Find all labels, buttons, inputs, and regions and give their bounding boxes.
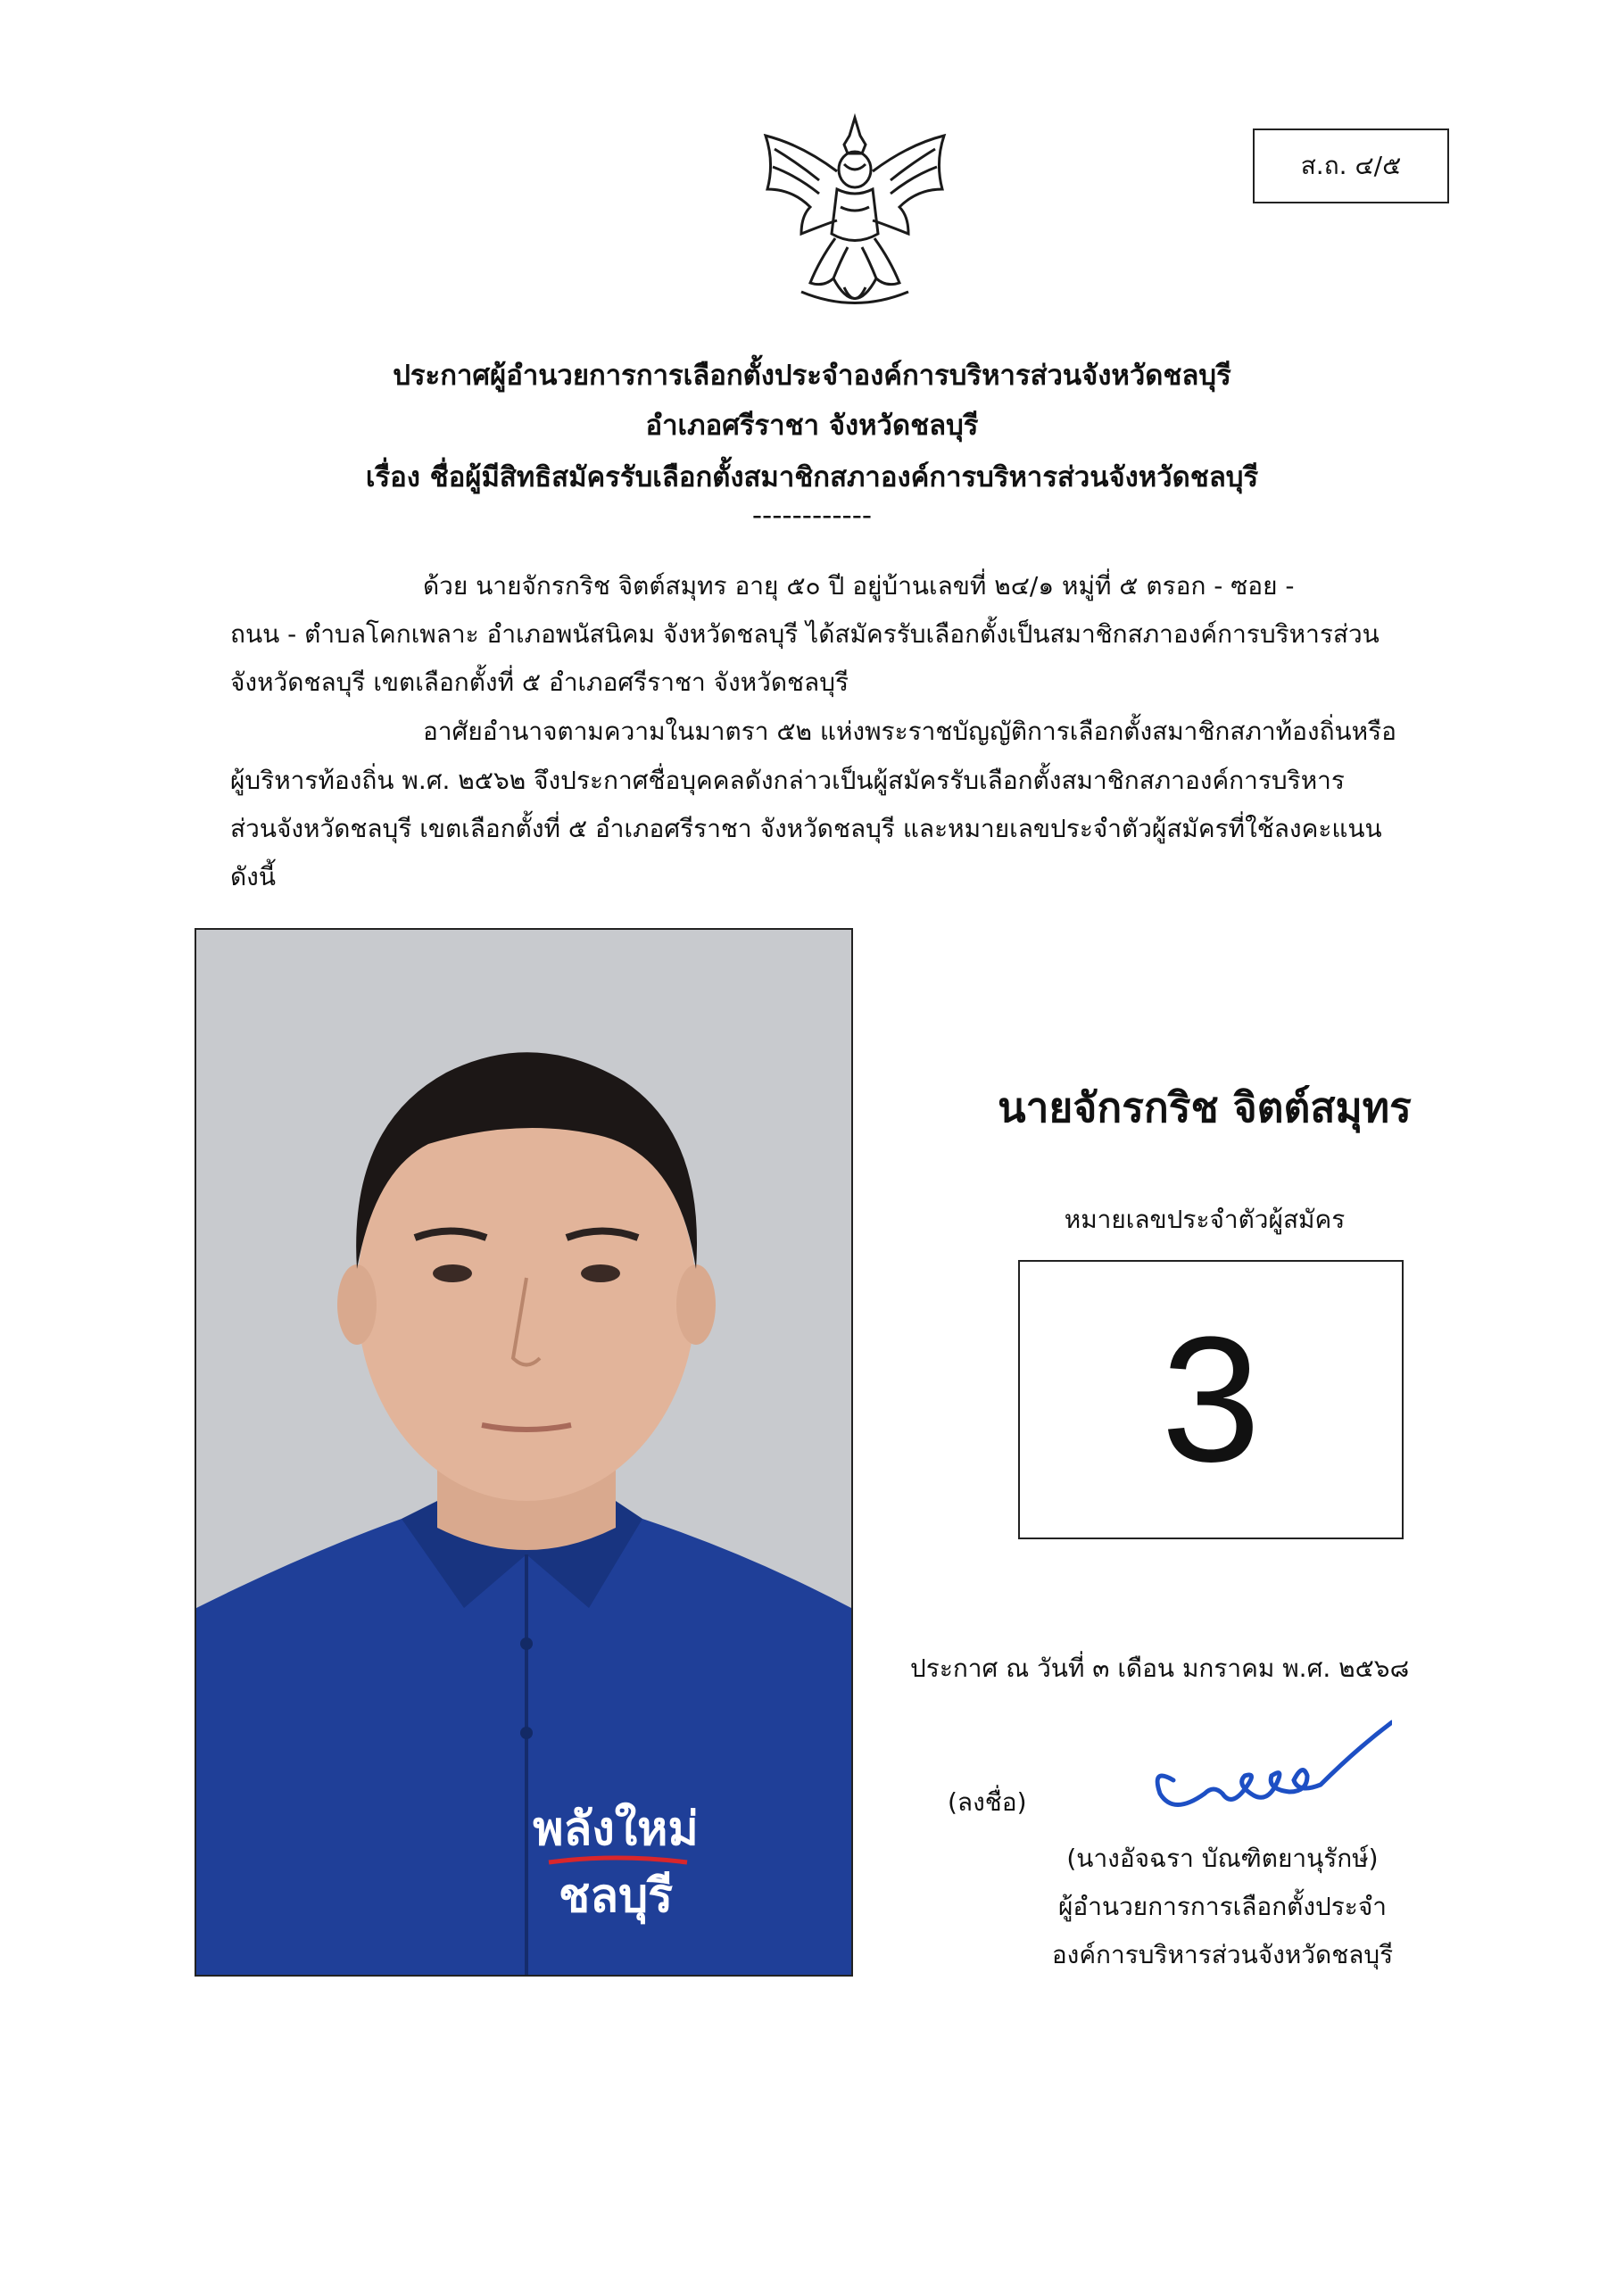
paragraph-1-line-1: ด้วย นายจักรกริช จิตต์สมุทร อายุ ๕๐ ปี อยู่บ้านเลขที่ ๒๔/๑ หมู่ที่ ๕ ตรอก - ซอย -: [423, 571, 1295, 601]
candidate-number-label: หมายเลขประจำตัวผู้สมัคร: [1064, 1205, 1346, 1234]
announcement-subject: เรื่อง ชื่อผู้มีสิทธิสมัครรับเลือกตั้งสมาชิกสภาองค์การบริหารส่วนจังหวัดชลบุรี: [365, 461, 1259, 493]
announcement-title: ประกาศผู้อำนวยการการเลือกตั้งประจำองค์การบริหารส่วนจังหวัดชลบุรี: [393, 360, 1231, 392]
paragraph-2-line-1: อาศัยอำนาจตามความในมาตรา ๕๒ แห่งพระราชบัญญัติการเลือกตั้งสมาชิกสภาท้องถิ่นหรือ: [423, 717, 1396, 746]
shirt-text-line-1: พลังใหม่: [533, 1803, 699, 1856]
signer-title-line-2: องค์การบริหารส่วนจังหวัดชลบุรี: [1051, 1940, 1394, 1969]
signer-name: (นางอัจฉรา บัณฑิตยานุรักษ์): [1066, 1844, 1379, 1873]
paragraph-2-line-2: ผู้บริหารท้องถิ่น พ.ศ. ๒๕๖๒ จึงประกาศชื่อบุคคลดังกล่าวเป็นผู้สมัครรับเลือกตั้งสมาชิกสภาองค์การบริหาร: [230, 766, 1345, 795]
candidate-name: นายจักรกริช จิตต์สมุทร: [998, 1083, 1412, 1131]
paragraph-1-line-2: ถนน - ตำบลโคกเพลาะ อำเภอพนัสนิคม จังหวัดชลบุรี ได้สมัครรับเลือกตั้งเป็นสมาชิกสภาองค์การบริหารส่วน: [230, 619, 1380, 649]
paragraph-2-line-3: ส่วนจังหวัดชลบุรี เขตเลือกตั้งที่ ๕ อำเภอศรีราชา จังหวัดชลบุรี และหมายเลขประจำตัวผู้สมัครที่ใช้ลงคะแนน: [230, 814, 1382, 843]
paragraph-1-line-3: จังหวัดชลบุรี เขตเลือกตั้งที่ ๕ อำเภอศรีราชา จังหวัดชลบุรี: [230, 667, 849, 697]
paragraph-2-line-4: ดังนี้: [230, 862, 276, 891]
form-code-box: [1253, 128, 1449, 203]
separator: ------------: [751, 500, 873, 532]
candidate-photo: [195, 928, 853, 1977]
candidate-number: 3: [1161, 1299, 1261, 1499]
signature-image: [1089, 1695, 1392, 1829]
signature-label: (ลงชื่อ): [948, 1787, 1027, 1817]
garuda-emblem-icon: [748, 109, 962, 323]
shirt-text-line-2: ชลบุรี: [558, 1869, 674, 1923]
announcement-district: อำเภอศรีราชา จังหวัดชลบุรี: [645, 410, 979, 442]
form-code: ส.ถ. ๔/๕: [1300, 151, 1402, 180]
announcement-date: ประกาศ ณ วันที่ ๓ เดือน มกราคม พ.ศ. ๒๕๖๘: [910, 1654, 1410, 1683]
signer-title-line-1: ผู้อำนวยการการเลือกตั้งประจำ: [1058, 1892, 1387, 1921]
candidate-number-box: [1018, 1260, 1404, 1539]
